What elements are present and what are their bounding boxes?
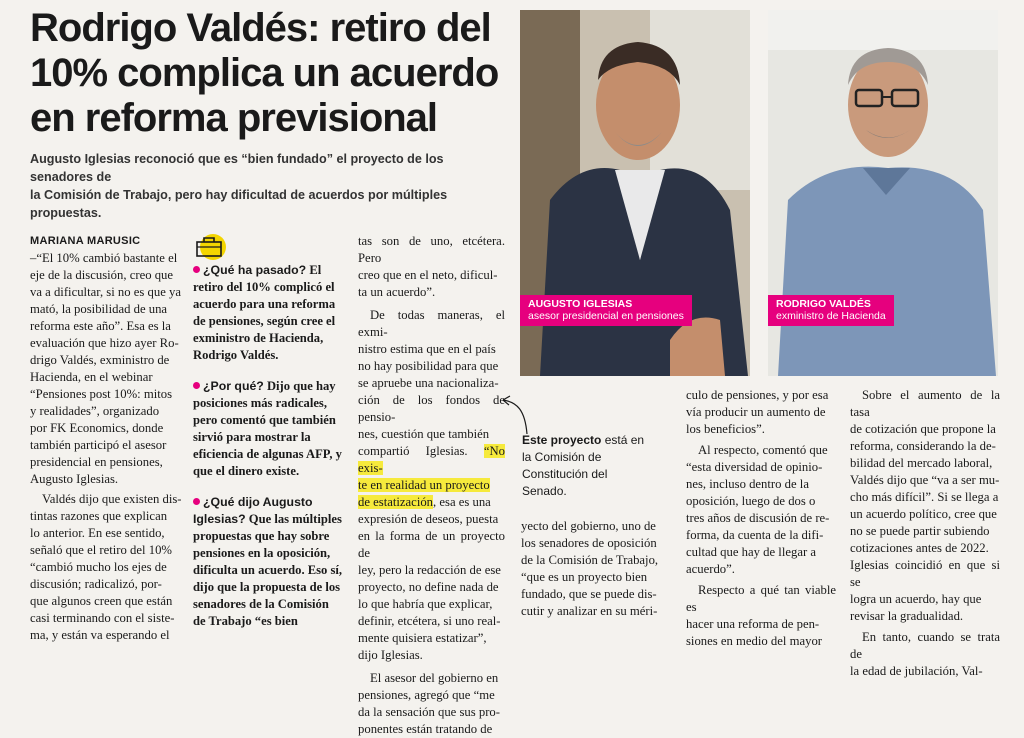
text-line: mente quisiera estatizar”, — [358, 631, 487, 645]
qa-sidebar — [193, 262, 343, 644]
paragraph — [850, 629, 1000, 680]
qa-question: ¿Qué dijo Augusto Iglesias? — [193, 495, 313, 526]
text-line: revisar la gradualidad. — [850, 609, 964, 623]
qa-answer: El retiro del 10% complicó el acuerdo para una reforma de pensiones, según cree el exministro de Hacienda, Rodrigo Valdés. — [193, 263, 336, 362]
callout-bold: Este proyecto — [522, 433, 602, 447]
text-line: nes, incluso dentro de la — [686, 477, 809, 491]
text-line: bilidad del mercado laboral, — [850, 456, 993, 470]
text-line: de la Comisión de Trabajo, — [521, 553, 659, 567]
text-line: tintas razones que explican — [30, 509, 168, 523]
text-line: , esa es una — [433, 495, 491, 509]
photo-augusto-iglesias — [520, 10, 750, 376]
article-column-1 — [30, 233, 183, 644]
text-line: Al respecto, comentó que — [698, 443, 828, 457]
text-line: se apruebe una nacionaliza- — [358, 376, 499, 390]
text-line: ma, y están va esperando el — [30, 628, 170, 642]
text-line: Iglesias coincidió en que si se — [850, 558, 1000, 589]
text-line: casi terminando con el siste- — [30, 611, 175, 625]
headline-line: en reforma previsional — [30, 96, 438, 140]
text-line: Valdés dijo que existen dis- — [42, 492, 182, 506]
text-line: –“El 10% cambió bastante el — [30, 251, 178, 265]
text-line: eje de la discusión, creo que — [30, 268, 174, 282]
deck-line: Augusto Iglesias reconoció que es “bien fundado” el proyecto de los senadores de — [30, 152, 444, 184]
text-line: nes, cuestión que también — [358, 427, 490, 441]
qa-item — [193, 378, 343, 480]
text-line: Valdés dijo que “va a ser mu- — [850, 473, 1000, 487]
text-line: la edad de jubilación, Val- — [850, 664, 983, 678]
bullet-icon — [193, 498, 200, 505]
text-line: “que es un proyecto bien — [521, 570, 648, 584]
paragraph — [686, 387, 836, 438]
highlighted-quote: de estatización — [358, 495, 434, 509]
text-line: cutir y analizar en su méri- — [521, 604, 658, 618]
paragraph — [850, 387, 1000, 625]
paragraph — [358, 233, 505, 301]
text-line: lo que habría que explicar, — [358, 597, 493, 611]
text-line: logra un acuerdo, hay que — [850, 592, 982, 606]
bullet-icon — [193, 266, 200, 273]
text-line: por FK Economics, donde — [30, 421, 164, 435]
qa-answer: Dijo que hay posiciones más radicales, pero comentó que también sirvió para mostrar la eficiencia de algunas AFP, y que el dinero existe. — [193, 379, 342, 478]
photo-caption — [768, 295, 894, 326]
article-headline — [30, 6, 500, 141]
qa-item — [193, 262, 343, 364]
article-deck — [30, 150, 510, 222]
paragraph — [358, 307, 505, 664]
caption-name: AUGUSTO IGLESIAS — [528, 298, 633, 310]
text-line: “Pensiones post 10%: mitos — [30, 387, 173, 401]
text-line: Respecto a qué tan viable es — [686, 583, 836, 614]
text-line: reforma, considerando la de- — [850, 439, 996, 453]
text-line: lo anterior. En ese sentido, — [30, 526, 165, 540]
text-line: forma, da cuenta de la difi- — [686, 528, 824, 542]
text-line: Augusto Iglesias. — [30, 472, 119, 486]
text-line: cho más difícil”. Si se llega a — [850, 490, 999, 504]
text-line: mató, la posibilidad de una — [30, 302, 168, 316]
paragraph — [30, 250, 183, 488]
text-line: Hacienda, en el webinar — [30, 370, 153, 384]
text-line: los beneficios”. — [686, 422, 765, 436]
text-line: dijo Iglesias. — [358, 648, 423, 662]
text-line: de cotización que propone la — [850, 422, 996, 436]
headline-line: Rodrigo Valdés: retiro del — [30, 6, 491, 50]
text-line: da la sensación que sus pro- — [358, 705, 500, 719]
highlighted-quote: te en realidad un proyecto — [358, 478, 490, 492]
text-line: vía producir un aumento de — [686, 405, 826, 419]
text-line: definir, etcétera, si uno real- — [358, 614, 501, 628]
text-line: también participó el asesor — [30, 438, 167, 452]
text-line: tres años de discusión de re- — [686, 511, 830, 525]
text-line: va a dificultar, si no es que ya — [30, 285, 181, 299]
text-line: discusión; radicalizó, por- — [30, 577, 162, 591]
text-line: cotizaciones antes de 2022. — [850, 541, 989, 555]
qa-item — [193, 494, 343, 630]
text-line: “cambió mucho los ejes de — [30, 560, 167, 574]
text-line: ta un acuerdo”. — [358, 285, 436, 299]
briefcase-icon — [193, 233, 229, 261]
text-line: los senadores de oposición — [521, 536, 657, 550]
caption-role: exministro de Hacienda — [776, 310, 886, 322]
text-line: creo que en el neto, dificul- — [358, 268, 498, 282]
text-line: no hay posibilidad para que — [358, 359, 499, 373]
text-line: culo de pensiones, y por esa — [686, 388, 829, 402]
headline-line: 10% complica un acuerdo — [30, 51, 499, 95]
text-line: drigo Valdés, exministro de — [30, 353, 170, 367]
article-column-7 — [850, 387, 1000, 680]
text-line: fundado, que se puede dis- — [521, 587, 657, 601]
qa-question: ¿Por qué? — [203, 379, 264, 393]
text-line: que algunos creen que están — [30, 594, 173, 608]
text-line: proyecto, no define nada de — [358, 580, 499, 594]
text-line: y realidades”, organizado — [30, 404, 160, 418]
text-line: hacer una reforma de pen- — [686, 617, 820, 631]
text-line: cultad que hay de llegar a — [686, 545, 816, 559]
text-line: oposición, luego de dos o — [686, 494, 816, 508]
text-line: Sobre el aumento de la tasa — [850, 388, 1000, 419]
text-line: no se puede partir subiendo — [850, 524, 990, 538]
text-line: ción de los fondos de pensio- — [358, 393, 505, 424]
paragraph — [358, 670, 505, 738]
text-line: expresión de deseos, puesta — [358, 512, 499, 526]
text-line: evaluación que hizo ayer Ro- — [30, 336, 179, 350]
paragraph — [30, 491, 183, 644]
text-line: nistro estima que en el país — [358, 342, 496, 356]
text-line: yecto del gobierno, uno de — [521, 519, 656, 533]
qa-answer: Que las múltiples propuestas que hay sobre pensiones en la oposición, dificulta un acuerdo. Eso sí, dijo que la propuesta de los senadores de la Comisión de Trabajo “es bien — [193, 512, 343, 628]
paragraph — [686, 442, 836, 578]
text-line: acuerdo”. — [686, 562, 735, 576]
paragraph — [521, 518, 671, 620]
text-line: compartió Iglesias. — [358, 444, 484, 458]
deck-line: la Comisión de Trabajo, pero hay dificultad de acuerdos por múltiples propuestas. — [30, 188, 448, 220]
photo-rodrigo-valdes — [768, 10, 998, 376]
text-line: siones en medio del mayor — [686, 634, 823, 648]
text-line: ley, pero la redacción de ese — [358, 563, 501, 577]
text-line: El asesor del gobierno en — [370, 671, 499, 685]
text-line: ponentes están tratando de — [358, 722, 493, 736]
qa-question: ¿Qué ha pasado? — [203, 263, 307, 277]
photo-caption — [520, 295, 692, 326]
text-line: en la forma de un proyecto de — [358, 529, 505, 560]
article-column-6 — [686, 387, 836, 650]
text-line: De todas maneras, el exmi- — [358, 308, 505, 339]
text-line: reforma este año”. Esa es la — [30, 319, 171, 333]
caption-role: asesor presidencial en pensiones — [528, 310, 684, 322]
highlighted-quote: “No exis- — [358, 444, 505, 475]
article-column-3 — [358, 233, 505, 738]
paragraph — [686, 582, 836, 650]
callout-note — [522, 432, 652, 500]
text-line: En tanto, cuando se trata de — [850, 630, 1000, 661]
text-line: pensiones, agregó que “me — [358, 688, 495, 702]
text-line: “esta diversidad de opinio- — [686, 460, 823, 474]
text-line: tas son de uno, etcétera. Pero — [358, 234, 505, 265]
byline: MARIANA MARUSIC — [30, 235, 141, 247]
text-line: señaló que el retiro del 10% — [30, 543, 172, 557]
text-line: un acuerdo político, cree que — [850, 507, 997, 521]
bullet-icon — [193, 382, 200, 389]
text-line: presidencial en pensiones, — [30, 455, 163, 469]
article-column-5 — [521, 518, 671, 620]
caption-name: RODRIGO VALDÉS — [776, 298, 871, 310]
callout-text: está en la Comisión de Constitución del Senado. — [522, 433, 645, 498]
